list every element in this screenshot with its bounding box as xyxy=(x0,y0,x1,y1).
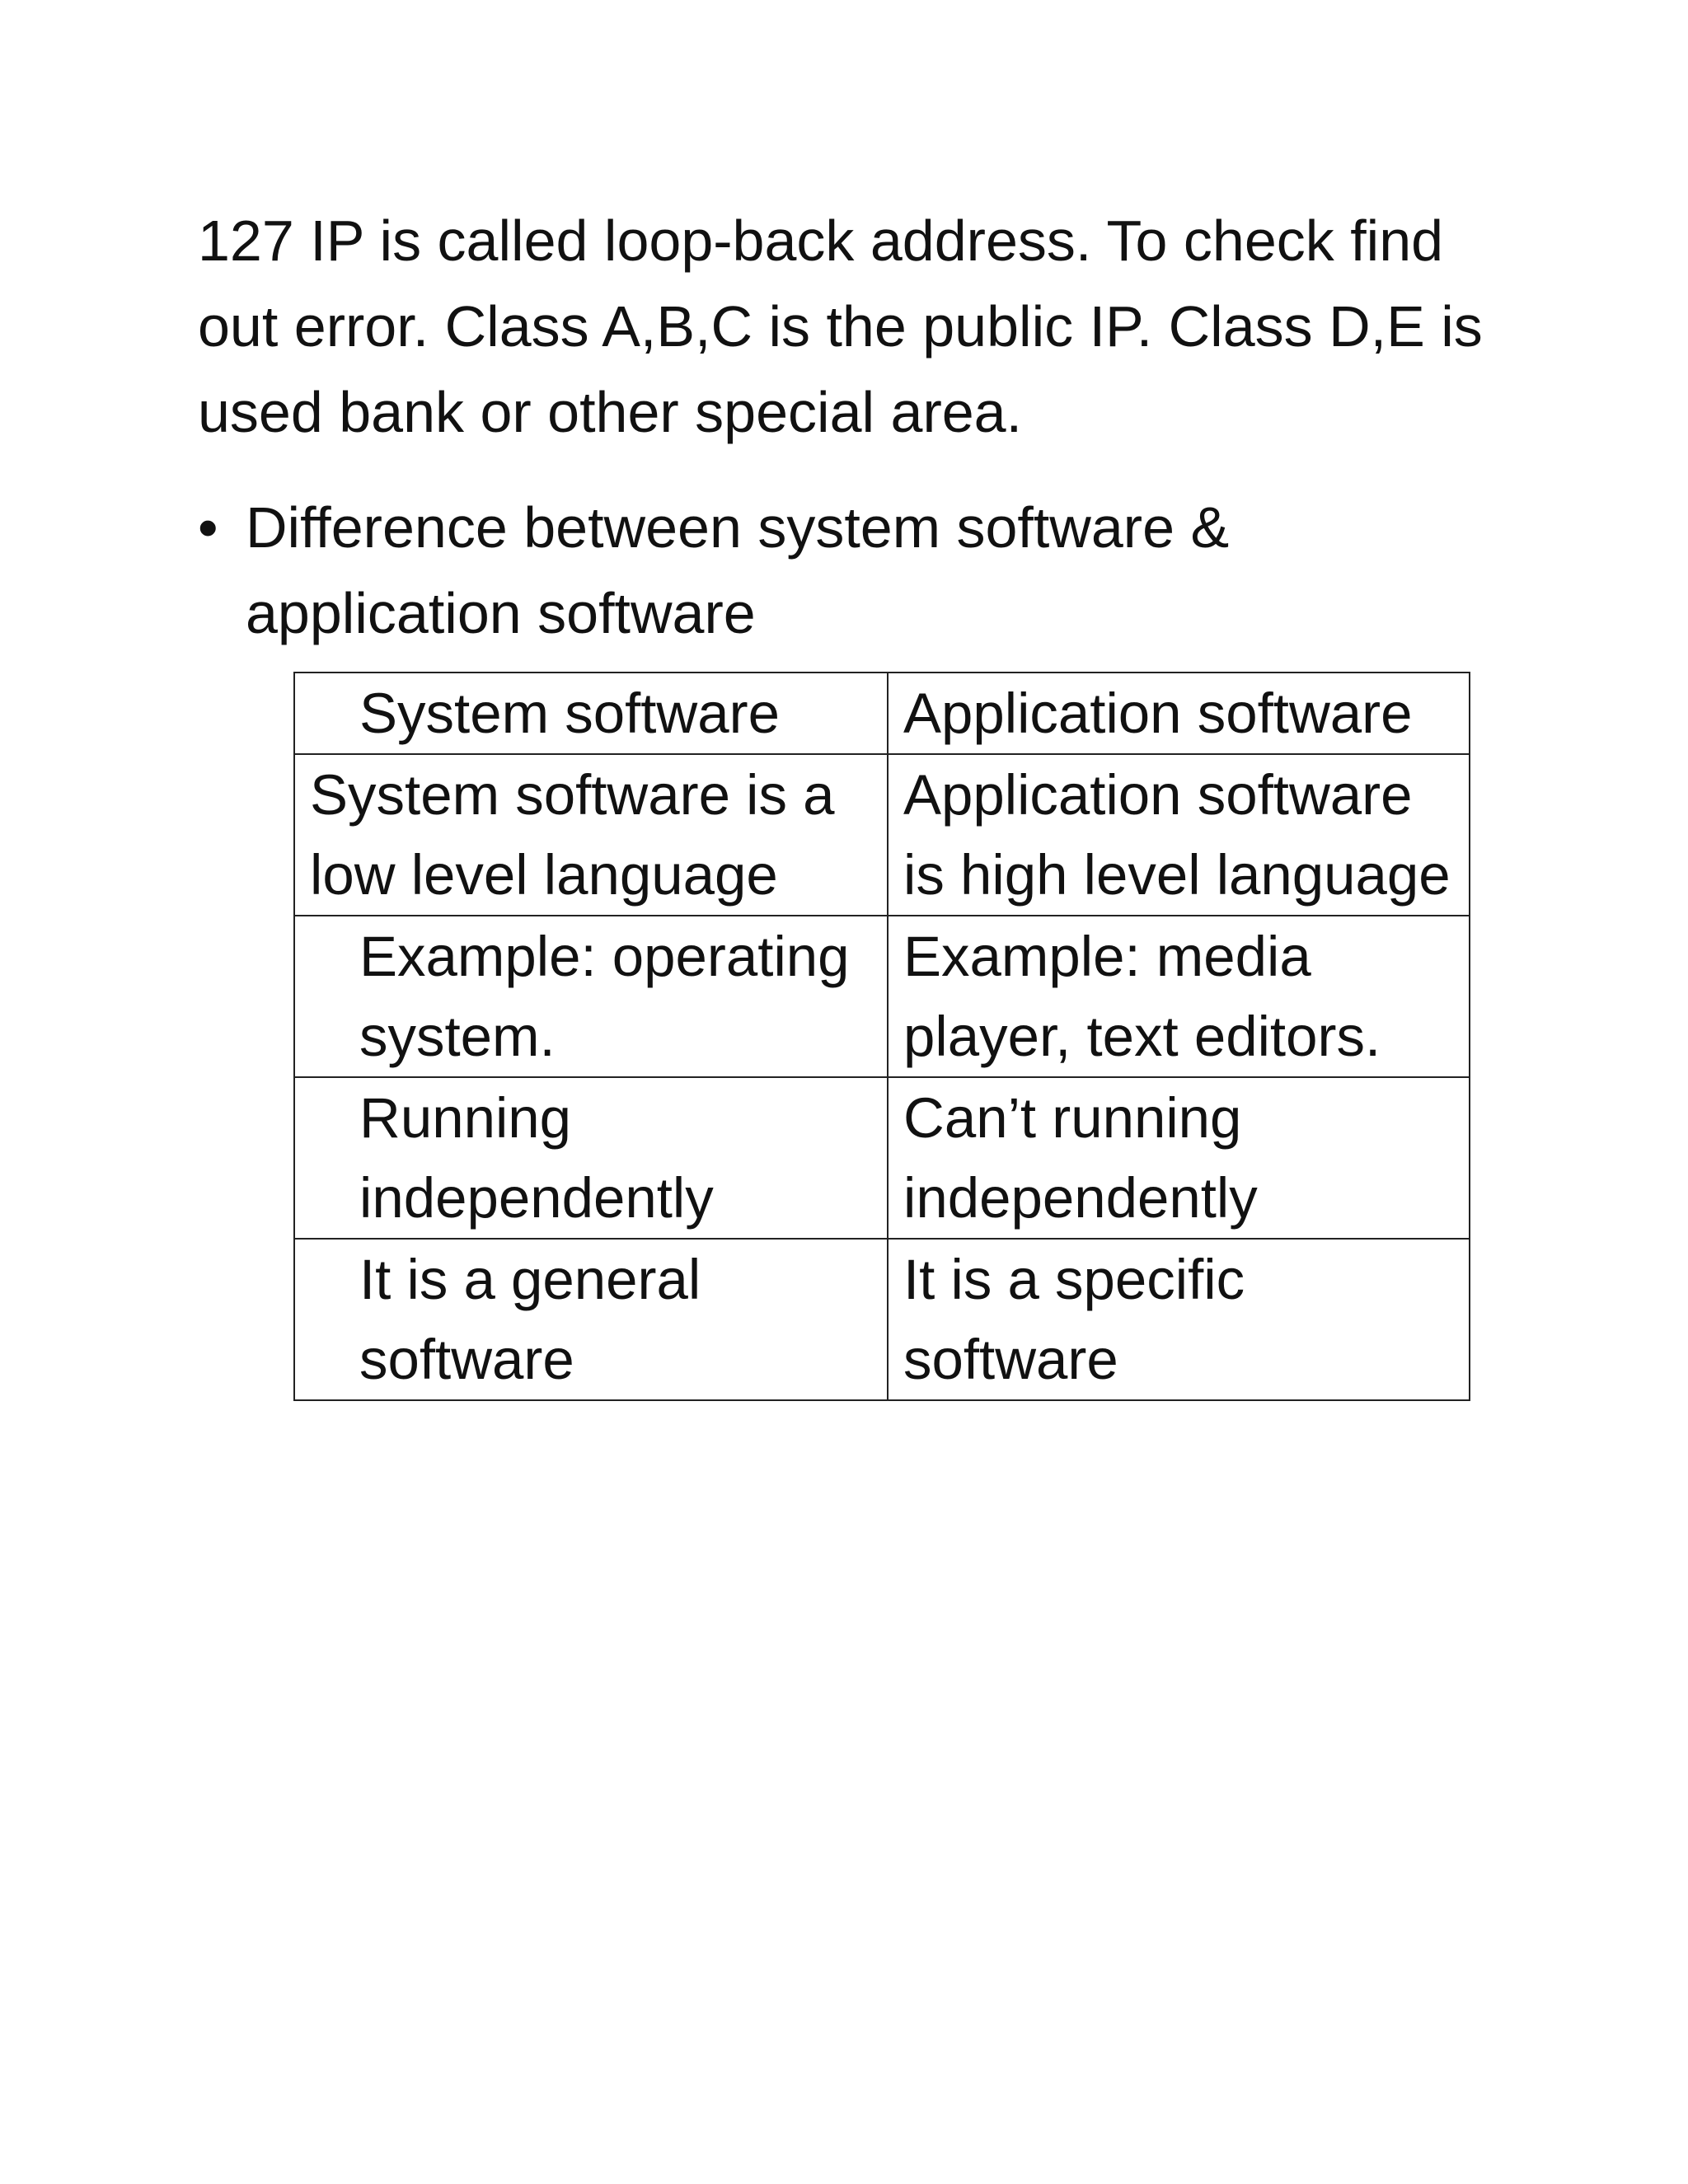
table-cell: Application software is high level language xyxy=(888,754,1470,916)
table-cell: System software is a low level language xyxy=(294,754,888,916)
table-cell: It is a specific software xyxy=(888,1239,1470,1400)
table-row xyxy=(294,916,1470,1077)
table-row xyxy=(294,1239,1470,1400)
table-cell: Example: media player, text editors. xyxy=(888,916,1470,1077)
table-row xyxy=(294,754,1470,916)
table-cell: Can’t running independently xyxy=(888,1077,1470,1239)
header-application-software: Application software xyxy=(888,673,1470,754)
table-cell: Example: operating system. xyxy=(294,916,888,1077)
comparison-table xyxy=(293,672,1470,1401)
header-system-software: System software xyxy=(294,673,888,754)
table-cell: Running independently xyxy=(294,1077,888,1239)
intro-paragraph: 127 IP is called loop-back address. To check find out error. Class A,B,C is the public IP. Class D,E is used bank or other special area. xyxy=(198,209,1483,444)
table-row xyxy=(294,1077,1470,1239)
table-cell: It is a general software xyxy=(294,1239,888,1400)
bullet-icon: • xyxy=(198,495,218,560)
bullet-text: Difference between system software & application software xyxy=(246,495,1230,645)
table-header-row xyxy=(294,673,1470,754)
